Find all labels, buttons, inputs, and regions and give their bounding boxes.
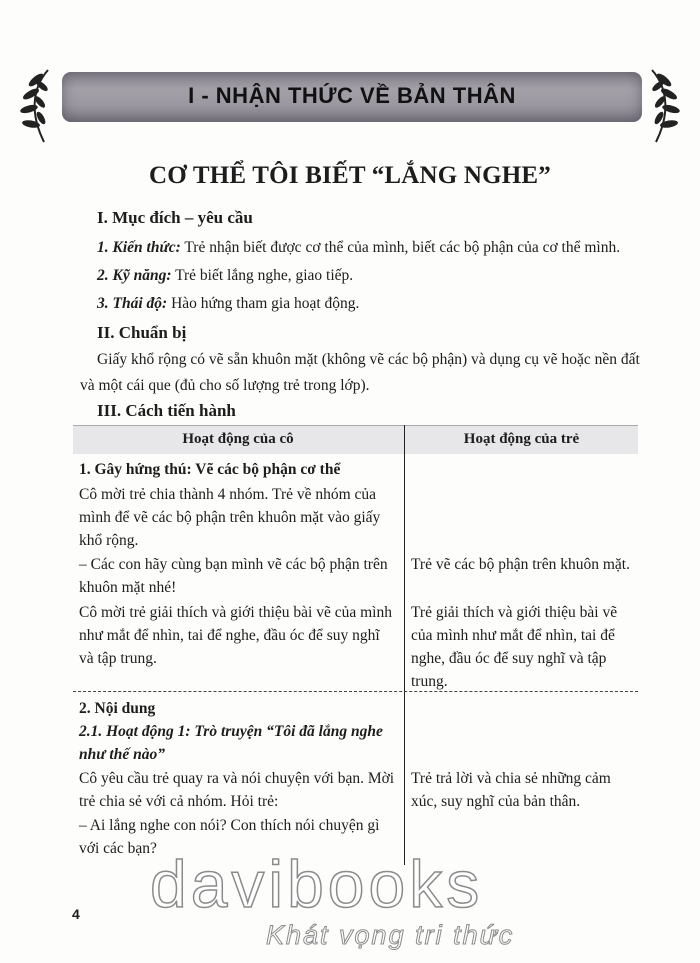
section-3-heading: III. Cách tiến hành bbox=[97, 401, 236, 420]
teacher-activity: – Ai lắng nghe con nói? Con thích nói chuyện gì với các bạn? bbox=[79, 817, 380, 857]
objective-label: 2. Kỹ năng: bbox=[97, 267, 172, 284]
lesson-title: CƠ THỂ TÔI BIẾT “LẮNG NGHE” bbox=[148, 162, 552, 189]
chapter-banner bbox=[62, 72, 642, 122]
teacher-activity: Cô mời trẻ giải thích và giới thiệu bài vẽ của mình như mắt để nhìn, tai để nghe, đầu óc để suy nghĩ và tập trung. bbox=[79, 604, 392, 667]
child-activity: Trẻ giải thích và giới thiệu bài vẽ của mình như mắt để nhìn, tai để nghe, đầu óc để suy nghĩ và tập trung. bbox=[411, 604, 618, 690]
child-activity: Trẻ trả lời và chia sẻ những cảm xúc, suy nghĩ của bản thân. bbox=[411, 770, 611, 810]
child-activity: Trẻ vẽ các bộ phận trên khuôn mặt. bbox=[411, 556, 630, 573]
chapter-title: I - NHẬN THỨC VỀ BẢN THÂN bbox=[188, 83, 516, 108]
page-number: 4 bbox=[72, 906, 80, 922]
laurel-left-icon bbox=[14, 66, 60, 146]
section-2-heading: II. Chuẩn bị bbox=[97, 323, 187, 342]
part-1-heading: 1. Gây hứng thú: Vẽ các bộ phận cơ thể bbox=[79, 461, 341, 478]
teacher-activity: Cô yêu cầu trẻ quay ra và nói chuyện với bạn. Mời trẻ chia sẻ với cả nhóm. Hỏi trẻ: bbox=[79, 770, 395, 810]
column-header-child: Hoạt động của trẻ bbox=[463, 431, 580, 447]
objective-skills: 2. Kỹ năng: Trẻ biết lắng nghe, giao tiếp. bbox=[97, 267, 354, 284]
objective-knowledge: 1. Kiến thức: Trẻ nhận biết được cơ thể của mình, biết các bộ phận của cơ thể mình. bbox=[97, 239, 621, 256]
table-header bbox=[73, 425, 638, 454]
column-header-teacher: Hoạt động của cô bbox=[182, 431, 294, 447]
objective-label: 3. Thái độ: bbox=[97, 295, 168, 312]
watermark-slogan: Khát vọng tri thức bbox=[266, 920, 515, 950]
watermark-brand: davibooks bbox=[150, 847, 484, 921]
part-2-heading: 2. Nội dung bbox=[79, 700, 156, 717]
column-divider bbox=[404, 425, 405, 865]
objective-attitude: 3. Thái độ: Hào hứng tham gia hoạt động. bbox=[97, 295, 360, 312]
activity-1-heading: 2.1. Hoạt động 1: Trò truyện “Tôi đã lắng nghe như thế nào” bbox=[79, 723, 383, 763]
objective-label: 1. Kiến thức: bbox=[97, 239, 181, 256]
laurel-right-icon bbox=[640, 66, 686, 146]
section-1-heading: I. Mục đích – yêu cầu bbox=[97, 208, 253, 227]
preparation-text: Giấy khổ rộng có vẽ sẵn khuôn mặt (không vẽ các bộ phận) và dụng cụ vẽ hoặc nền đất và một cái que (đủ cho số lượng trẻ trong lớp). bbox=[80, 351, 640, 394]
teacher-activity: – Các con hãy cùng bạn mình vẽ các bộ phận trên khuôn mặt nhé! bbox=[79, 556, 388, 596]
teacher-activity: Cô mời trẻ chia thành 4 nhóm. Trẻ về nhóm của mình để vẽ các bộ phận trên khuôn mặt vào giấy khổ rộng. bbox=[79, 486, 381, 549]
